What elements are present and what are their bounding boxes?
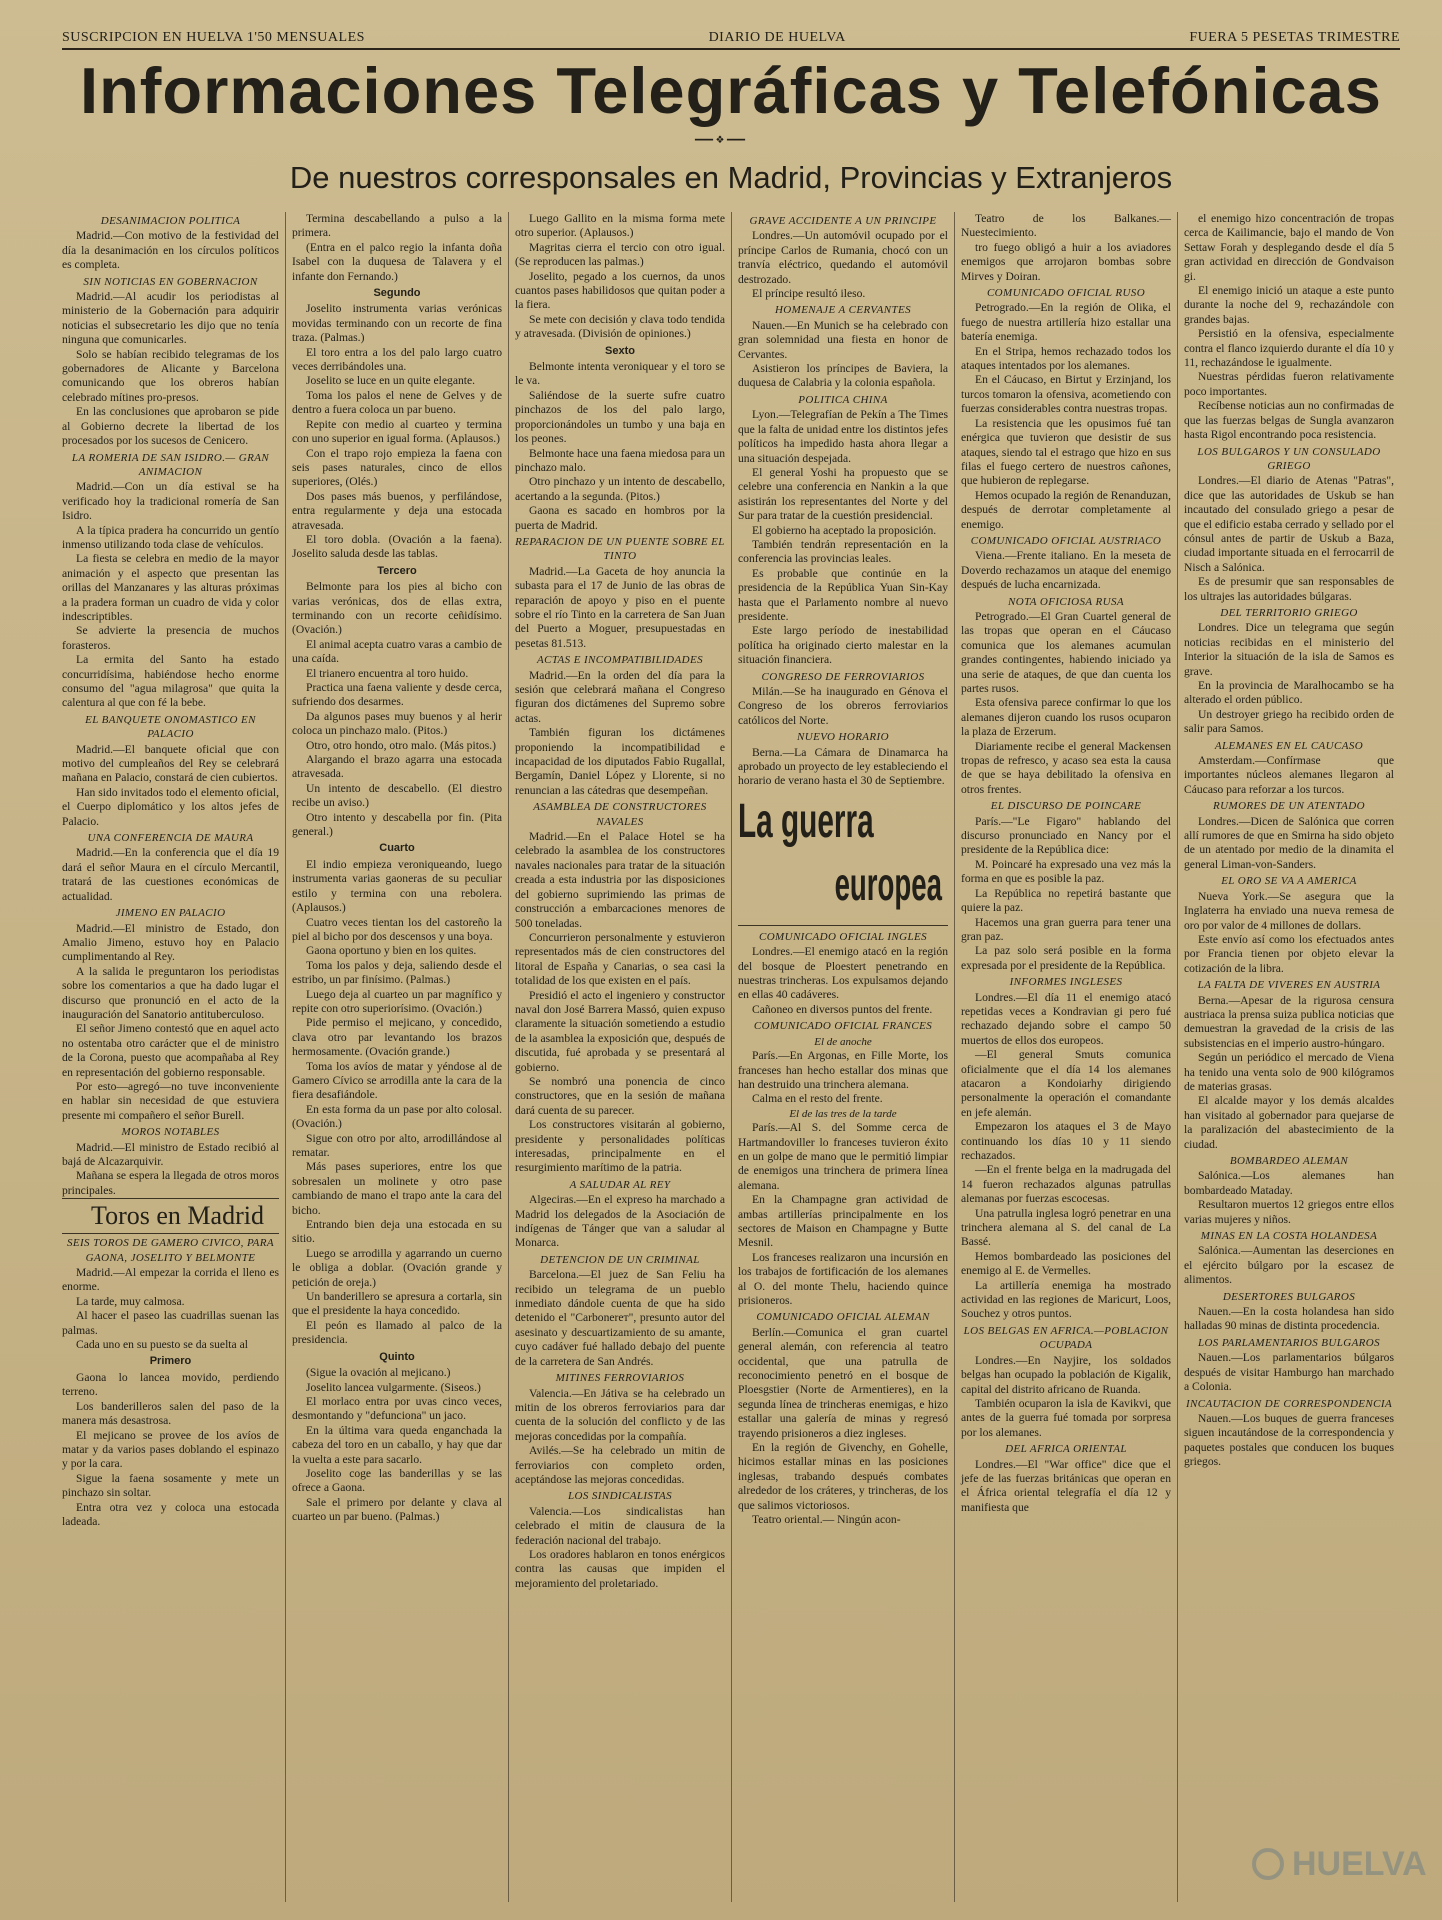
article-paragraph: Un banderillero se apresura a cortarla, sin que el presidente la haya concedido.: [292, 1290, 502, 1318]
article-paragraph: Luego Gallito en la misma forma mete otro superior. (Aplausos.): [515, 212, 725, 240]
article-paragraph: Joselito instrumenta varias verónicas movidas terminando con un recorte de fina traza. (Palmas.): [292, 302, 502, 345]
article-paragraph: Pide permiso el mejicano, y concedido, clava otro par levantando los brazos hermosamente. (Ovación grande.): [292, 1016, 502, 1059]
article-paragraph: Hemos bombardeado las posiciones del enemigo al E. de Vermelles.: [961, 1249, 1171, 1278]
article-paragraph: Luego se arrodilla y agarrando un cuerno le obliga a doblar. (Ovación grande y petición de oreja.): [292, 1246, 502, 1289]
article-paragraph: Londres.—El diario de Atenas "Patras", dice que las autoridades de Uskub se han incautado del consulado griego a pesar de que el edificio estaba cerrado y sellado por el cónsul antes de partir de Uskub a Baza, ciudad importante situada en el ferrocarril de Nisch a Salónica.: [1184, 474, 1394, 574]
article-paragraph: Cañoneo en diversos puntos del frente.: [752, 1002, 933, 1016]
article-paragraph: Belmonte para los pies al bicho con varias verónicas, dos de ellas extra, terminando con un recorte ceñidísimo. (Ovación.): [292, 580, 502, 637]
article-paragraph: Más pases superiores, entre los que sobresalen un molinete y otro pase cambiando de mano el trapo ante la cara del bicho.: [292, 1160, 502, 1217]
article-paragraph: El señor Jimeno contestó que en aquel acto no ostentaba otro carácter que el de ministro de la Corona, puesto que acompañaba al Rey en representación del gobierno responsable.: [62, 1022, 279, 1079]
article-paragraph: Da algunos pases muy buenos y al herir coloca un pinchazo malo. (Pitos.): [292, 709, 502, 738]
article-paragraph: Avilés.—Se ha celebrado un mitin de ferroviarios con completo orden, aceptándose las mejoras concedidas.: [515, 1444, 725, 1486]
article-paragraph: Presidió el acto el ingeniero y constructor naval don José Barrera Massó, quien expuso claramente la situación sometiendo a estudio de la asamblea la exposición que, después de discutida, fué aprobada y se presentará al gobierno.: [515, 988, 725, 1074]
article-paragraph: Un intento de descabello. (El diestro recibe un aviso.): [292, 781, 502, 810]
article-paragraph: Madrid.—Al empezar la corrida el lleno es enorme.: [62, 1266, 279, 1294]
article-paragraph: La fiesta se celebra en medio de la mayor animación y el aspecto que presentan las orillas del Manzanares y las alturas próximas a la pradera forman un cuadro de vida y color indescriptibles.: [62, 552, 279, 623]
article-paragraph: Asistieron los príncipes de Baviera, la duquesa de Calabria y la colonia española.: [738, 362, 948, 390]
article-paragraph: Londres.—Dicen de Salónica que corren allí rumores de que en Smirna ha sido objeto de un atentado por medio de la dinamita el general Liman-von-Sanders.: [1184, 814, 1394, 871]
article-paragraph: Madrid.—En el Palace Hotel se ha celebrado la asamblea de los constructores navales nacionales para tratar de la situación creada a esta industria por las disposiciones del gobierno suprimiendo las primas de construcción a embarcaciones menores de 500 toneladas.: [515, 830, 725, 930]
article-paragraph: En el Cáucaso, en Birtut y Erzinjand, los turcos tomaron la ofensiva, acometiendo con fuerzas considerables contra nuestras tropas.: [961, 373, 1171, 416]
article-paragraph: En la región de Givenchy, en Gohelle, hicimos estallar minas en las posiciones inglesas, trabando después combates alrededor de los cráteres, y trincheras, de los que salimos victoriosos.: [738, 1441, 948, 1512]
article-headline: DEL AFRICA ORIENTAL: [1005, 1443, 1127, 1456]
article-paragraph: El morlaco entra por uvas cinco veces, desmontando y "defunciona" un jaco.: [292, 1394, 502, 1423]
article-paragraph: Madrid.—La Gaceta de hoy anuncia la subasta para el 17 de Junio de las obras de reparación de apoyo y piso en el puente sobre el río Tinto en la carretera de San Juan del Puerto a Moguer, presupuestadas en pesetas 81.513.: [515, 564, 725, 650]
article-paragraph: Esta ofensiva parece confirmar lo que los alemanes dijeron cuando los rusos ocuparon la plaza de Erzerum.: [961, 696, 1171, 739]
article-paragraph: A la salida le preguntaron los periodistas sobre los comentarios a que ha dado lugar el discurso que pronunció en el acto de la inauguración del Sanatorio antituberculoso.: [62, 964, 279, 1021]
article-paragraph: Nuestras pérdidas fueron relativamente poco importantes.: [1184, 370, 1394, 398]
article-paragraph: Dos pases más buenos, y perfilándose, entra regularmente y deja una estocada atravesada.: [292, 489, 502, 532]
article-paragraph: tro fuego obligó a huir a los aviadores enemigos que arrojaron bombas sobre Mirves y Doiran.: [961, 240, 1171, 283]
article-headline: COMUNICADO OFICIAL INGLES: [758, 930, 928, 943]
top-rule: [62, 48, 1400, 50]
article-paragraph: Joselito, pegado a los cuernos, da unos cuantos pases habilidosos que quitan poder a la fiera.: [515, 269, 725, 312]
article-paragraph: Otro intento y descabella por fin. (Pita general.): [292, 810, 502, 839]
article-paragraph: La resistencia que les opusimos fué tan enérgica que tuvieron que desistir de sus ataques, siendo tal el estrago que hizo en sus filas el fuego certero de nuestros cañones, que hubieron de replegarse.: [961, 416, 1171, 488]
article-paragraph: Otro, otro hondo, otro malo. (Más pitos.): [306, 738, 496, 752]
article-headline: SIN NOTICIAS EN GOBERNACION: [83, 275, 258, 288]
article-headline: A SALUDAR AL REY: [569, 1178, 671, 1191]
article-paragraph: Belmonte intenta veroniquear y el toro se le va.: [515, 360, 725, 388]
article-paragraph: El alcalde mayor y los demás alcaldes han visitado al gobernador para quejarse de la paralización del abastecimiento de la ciudad.: [1184, 1094, 1394, 1151]
article-paragraph: La ermita del Santo ha estado concurridísima, habiéndose hecho enorme consumo del "agua milagrosa" que quita la calentura al que con fé la bebe.: [62, 653, 279, 710]
article-paragraph: El mejicano se provee de los avíos de matar y da varios pases doblando el espinazo y por la cara.: [62, 1428, 279, 1471]
article-headline: POLITICA CHINA: [798, 393, 888, 406]
article-paragraph: Milán.—Se ha inaugurado en Génova el Congreso de los obreros ferroviarios católicos del Norte.: [738, 685, 948, 727]
article-paragraph: Joselito coge las banderillas y se las ofrece a Gaona.: [292, 1466, 502, 1495]
section-subheading: Segundo: [373, 287, 421, 300]
ornament-divider: ━━━ ❖ ━━━: [694, 135, 746, 146]
article-paragraph: Teatro oriental.— Ningún acon-: [752, 1513, 901, 1527]
article-paragraph: Joselito se luce en un quite elegante.: [306, 374, 476, 388]
article-headline: HOMENAJE A CERVANTES: [774, 304, 912, 317]
article-headline: MOROS NOTABLES: [121, 1126, 220, 1139]
article-paragraph: Luego deja al cuarteo un par magnífico y repite con otro superiorísimo. (Ovación.): [292, 987, 502, 1015]
article-paragraph: En la Champagne gran actividad de ambas artillerías principalmente en los sectores de Maison en Champagne y Butte Mesnil.: [738, 1193, 948, 1250]
article-paragraph: En el Stripa, hemos rechazado todos los ataques intentados por los alemanes.: [961, 344, 1171, 373]
article-paragraph: Se nombró una ponencia de cinco constructores, que en la sesión de mañana dará cuenta de su parecer.: [515, 1074, 725, 1117]
article-paragraph: El enemigo inició un ataque a este punto durante la noche del 9, rechazándole con grandes bajas.: [1184, 284, 1394, 326]
section-subheading: Primero: [149, 1355, 192, 1368]
article-paragraph: Petrogrado.—El Gran Cuartel general de las tropas que operan en el Cáucaso comunica que los alemanes acumulan grandes contingentes, habiendo iniciado ya una serie de ataques, de que dan cuenta los partes rusos.: [961, 609, 1171, 695]
article-paragraph: Londres.—El enemigo atacó en la región del bosque de Ploestert penetrando en nuestras trincheras. Los expulsamos dejando en ellas 40 cadáveres.: [738, 945, 948, 1002]
subscription-outside: FUERA 5 PESETAS TRIMESTRE: [1189, 30, 1400, 45]
section-subheading: Tercero: [377, 564, 417, 577]
article-paragraph: París.—Al S. del Somme cerca de Hartmandoviller lo franceses tuvieron éxito en un golpe de mano que le permitió limpiar de enemigos una trinchera de primera línea alemana.: [738, 1121, 948, 1192]
war-banner-line-1: La guerra: [738, 794, 874, 848]
column-2: [285, 212, 508, 1902]
article-paragraph: La República no repetirá bastante que quiere la paz.: [961, 886, 1171, 915]
article-paragraph: Madrid.—Con un día estival se ha verificado hoy la tradicional romería de San Isidro.: [62, 480, 279, 523]
article-paragraph: París.—En Argonas, en Fille Morte, los franceses han hecho estallar dos minas que han destruido una trinchera alemana.: [738, 1049, 948, 1091]
column-5: [954, 212, 1177, 1902]
article-paragraph: Con el trapo rojo empieza la faena con seis pases naturales, cinco de ellos superiores, (Olés.): [292, 446, 502, 489]
article-headline: JIMENO EN PALACIO: [115, 907, 226, 920]
article-paragraph: Los constructores visitarán al gobierno, presidente y personalidades políticas interesadas, principalmente en el resurgimiento marítimo de la patria.: [515, 1118, 725, 1175]
war-section-banner: [738, 795, 948, 926]
article-paragraph: Practica una faena valiente y desde cerca, sufriendo dos desarmes.: [292, 681, 502, 709]
article-paragraph: Repite con medio al cuarteo y termina con uno superior en igual forma. (Aplausos.): [292, 417, 502, 446]
article-paragraph: Berlín.—Comunica el gran cuartel general alemán, con referencia al teatro occidental, que una patrulla de reconocimiento penetró en el bosque de Ploesgstier (Norte de Armentieres), en la segunda línea de trincheras enemigas, e hizo estallar una galería de minas y regresó trayendo prisioneros a diez ingleses.: [738, 1325, 948, 1440]
article-paragraph: Solo se habían recibido telegramas de los gobernadores de Alicante y Barcelona comunicando que los obreros habían celebrado mítines pro-presos.: [62, 347, 279, 404]
article-headline: INCAUTACION DE CORRESPONDENCIA: [1185, 1397, 1393, 1410]
report-subheading: El de las tres de la tarde: [789, 1107, 897, 1120]
article-paragraph: Han sido invitados todo el elemento oficial, el Cuerpo diplomático y los altos jefes de Palacio.: [62, 785, 279, 828]
article-paragraph: Salónica.—Los alemanes han bombardeado Mataday.: [1184, 1169, 1394, 1197]
section-subheading: Cuarto: [379, 842, 415, 855]
article-paragraph: Lyon.—Telegrafían de Pekín a The Times que la falta de unidad entre los distintos jefes políticos ha impedido hasta ahora llegar a una situación despejada.: [738, 408, 948, 465]
article-headline: SEIS TOROS DE GAMERO CIVICO, PARA GAONA, JOSELITO Y BELMONTE: [66, 1237, 275, 1264]
article-headline: ACTAS E INCOMPATIBILIDADES: [536, 654, 704, 667]
article-paragraph: Se mete con decisión y clava todo tendida y atravesada. (División de opiniones.): [515, 312, 725, 341]
article-paragraph: La tarde, muy calmosa.: [76, 1294, 185, 1308]
article-paragraph: A la típica pradera ha concurrido un gentío inmenso utilizando toda clase de vehículos.: [62, 523, 279, 551]
article-headline: CONGRESO DE FERROVIARIOS: [761, 670, 925, 683]
article-headline: EL DISCURSO DE POINCARE: [990, 800, 1142, 813]
watermark-text: HUELVA: [1292, 1845, 1427, 1883]
article-paragraph: Diariamente recibe el general Mackensen tropas de refresco, y acaso sea esta la causa de que se haya debilitado la ofensiva en otros frentes.: [961, 739, 1171, 796]
article-paragraph: Una patrulla inglesa logró penetrar en una trinchera alemana al S. del canal de La Bassé.: [961, 1206, 1171, 1249]
article-headline: EL BANQUETE ONOMASTICO EN PALACIO: [85, 713, 256, 741]
article-paragraph: Salónica.—Aumentan las deserciones en el ejército búlgaro por la escasez de alimentos.: [1184, 1244, 1394, 1287]
article-paragraph: El gobierno ha aceptado la proposición.: [752, 523, 937, 537]
article-headline: INFORMES INGLESES: [1009, 976, 1123, 989]
article-headline: UNA CONFERENCIA DE MAURA: [87, 832, 254, 845]
watermark-logo-icon: [1252, 1848, 1284, 1880]
article-paragraph: Amsterdam.—Confírmase que importantes núcleos alemanes llegaron al Cáucaso para reforzar a los turcos.: [1184, 754, 1394, 796]
article-paragraph: La paz solo será posible en la forma expresada por el presidente de la República.: [961, 944, 1171, 972]
article-paragraph: Madrid.—En la conferencia que el día 19 dará el señor Maura en el círculo Mercantil, tratará de las cuestiones económicas de actualidad.: [62, 846, 279, 903]
article-paragraph: Berna.—La Cámara de Dinamarca ha aprobado un proyecto de ley estableciendo el horario de verano hasta el 30 de Septiembre.: [738, 745, 948, 788]
article-paragraph: Gaona oportuno y bien en los quites.: [306, 944, 477, 958]
article-paragraph: También figuran los dictámenes proponiendo la incompatibilidad e incapacidad de los diputados Fabio Rugallal, Bergamín, Daniel López y Llorente, si no renuncian a las cátedras que desempeñan.: [515, 726, 725, 797]
article-headline: REPARACION DE UN PUENTE SOBRE EL TINTO: [515, 535, 725, 563]
column-3: [508, 212, 731, 1902]
article-paragraph: Petrogrado.—En la región de Olika, el fuego de nuestra artillería hizo estallar una batería enemiga.: [961, 301, 1171, 344]
page-subtitle: De nuestros corresponsales en Madrid, Provincias y Extranjeros: [289, 160, 1173, 195]
article-headline: LA ROMERIA DE SAN ISIDRO.— GRAN ANIMACION: [71, 451, 270, 478]
article-paragraph: Es de presumir que san responsables de los ultrajes las autoridades búlgaras.: [1184, 575, 1394, 603]
article-headline: LOS BULGAROS Y UN CONSULADO GRIEGO: [1197, 445, 1381, 472]
article-paragraph: Entra otra vez y coloca una estocada ladeada.: [62, 1500, 279, 1528]
article-paragraph: Madrid.—El ministro de Estado, don Amalio Jimeno, estuvo hoy en Palacio cumplimentando al Rey.: [62, 921, 279, 964]
article-paragraph: Este largo período de inestabilidad política ha originado cierto malestar en la situación financiera.: [738, 624, 948, 667]
column-6: [1177, 212, 1400, 1902]
column-4: [731, 212, 954, 1902]
article-paragraph: Nauen.—En Munich se ha celebrado con gran solemnidad una fiesta en honor de Cervantes.: [738, 318, 948, 361]
article-paragraph: Termina descabellando a pulso a la primera.: [292, 212, 502, 240]
article-paragraph: Resultaron muertos 12 griegos entre ellos varias mujeres y niños.: [1184, 1198, 1394, 1226]
article-headline: DEL TERRITORIO GRIEGO: [1220, 606, 1358, 619]
article-paragraph: —El general Smuts comunica oficialmente que el día 14 los alemanes atacaron a Kondoiarhy dirigiendo personalmente la operación el comandante en jefe alemán.: [961, 1048, 1171, 1119]
article-paragraph: Joselito lancea vulgarmente. (Siseos.): [306, 1380, 481, 1394]
article-headline: RUMORES DE UN ATENTADO: [1213, 800, 1365, 813]
article-paragraph: También tendrán representación en la conferencia las provincias leales.: [738, 537, 948, 566]
section-title: Toros en Madrid: [62, 1198, 279, 1234]
article-headline: NOTA OFICIOSA RUSA: [1008, 595, 1124, 608]
article-paragraph: Concurrieron personalmente y estuvieron representados más de cien constructores del litoral de España y Canarias, o sea casi la totalidad de los que existen en el país.: [515, 930, 725, 988]
article-headline: COMUNICADO OFICIAL AUSTRIACO: [970, 534, 1162, 547]
article-paragraph: Los banderilleros salen del paso de la manera más desastrosa.: [62, 1399, 279, 1428]
article-paragraph: Hemos ocupado la región de Renanduzan, después de derrotar completamente al enemigo.: [961, 488, 1171, 531]
article-paragraph: Londres. Dice un telegrama que según noticias recibidas en el ministerio del Interior la situación de la isla de Samos es grave.: [1184, 621, 1394, 678]
article-paragraph: Berna.—Apesar de la rigurosa censura austriaca la prensa suiza publica noticias que demuestran la gravedad de la crisis de las subsistencias en el imperio austro-húngaro.: [1184, 993, 1394, 1050]
article-paragraph: Los franceses realizaron una incursión en los trabajos de fortificación de los alemanes al O. del monte Thelu, haciendo quince prisioneros.: [738, 1250, 948, 1307]
article-paragraph: Sigue la faena sosamente y mete un pinchazo sin soltar.: [62, 1471, 279, 1500]
column-1: [62, 212, 285, 1902]
article-paragraph: Este envío así como los efectuados antes por Francia tienen por objeto elevar la cotización de la libra.: [1184, 932, 1394, 975]
article-paragraph: Madrid.—El banquete oficial que con motivo del cumpleaños del Rey se celebrará mañana en Palacio, constará de cien cubiertos.: [62, 742, 279, 785]
article-paragraph: (Sigue la ovación al mejicano.): [306, 1366, 451, 1380]
article-paragraph: Mañana se espera la llegada de otros moros principales.: [62, 1169, 279, 1197]
article-paragraph: el enemigo hizo concentración de tropas cerca de Kailimancie, bajo el mando de Von Settaw Forah y desplegando desde el día 5 gran actividad en dirección de Gondvaison gi.: [1184, 212, 1394, 283]
article-paragraph: Otro pinchazo y un intento de descabello, acertando a la segunda. (Pitos.): [515, 475, 725, 503]
article-headline: DETENCION DE UN CRIMINAL: [540, 1253, 700, 1266]
article-paragraph: Por esto—agregó—no tuve inconveniente en hablar sin necesidad de que estuviera presente mi compañero el señor Burell.: [62, 1079, 279, 1122]
article-paragraph: Persistió en la ofensiva, especialmente contra el flanco izquierdo durante el día 10 y 11, rechazándose le igualmente.: [1184, 327, 1394, 370]
article-paragraph: El trianero encuentra al toro huido.: [306, 666, 469, 680]
article-headline: DESERTORES BULGAROS: [1222, 1290, 1356, 1303]
archive-watermark: [1252, 1844, 1427, 1884]
article-headline: EL ORO SE VA A AMERICA: [1221, 875, 1357, 888]
article-paragraph: Nauen.—Los buques de guerra franceses siguen incautándose de la correspondencia y paquetes postales que conducen los buques griegos.: [1184, 1411, 1394, 1469]
article-paragraph: Madrid.—En la orden del día para la sesión que celebrará mañana el Congreso figuran dos dictámenes del Supremo sobre actas.: [515, 668, 725, 725]
article-headline: GRAVE ACCIDENTE A UN PRINCIPE: [749, 215, 937, 227]
article-paragraph: Londres.—Un automóvil ocupado por el príncipe Carlos de Rumania, chocó con un tranvía eléctrico, quedando el automóvil destrozado.: [738, 229, 948, 286]
article-paragraph: Recíbense noticias aun no confirmadas de que las fuerzas belgas de Sungla avanzaron hasta Rigol encontrando poca resistencia.: [1184, 399, 1394, 442]
article-paragraph: Es probable que continúe en la presidencia de la República Yuan Sin-Kay hasta que el Parlamento nombre al nuevo presidente.: [738, 566, 948, 623]
article-paragraph: Sale el primero por delante y clava al cuarteo un par bueno. (Palmas.): [292, 1495, 502, 1524]
article-paragraph: Londres.—El día 11 el enemigo atacó repetidas veces a Kondravian gi pero fué rechazado dejando sobre el campo 50 muertos de ellos dos europeos.: [961, 990, 1171, 1047]
war-banner-line-2: europea: [834, 857, 942, 910]
article-headline: NUEVO HORARIO: [797, 731, 889, 744]
article-paragraph: Nueva York.—Se asegura que la Inglaterra ha enviado una nueva remesa de oro por valor de 4 millones de dollars.: [1184, 889, 1394, 932]
article-paragraph: París.—"Le Figaro" hablando del discurso pronunciado en Nancy por el presidente de la República dice:: [961, 814, 1171, 857]
article-paragraph: Saliéndose de la suerte sufre cuatro pinchazos de los del palo largo, proporcionándoles un tumbo y una baja en los peones.: [515, 388, 725, 446]
article-paragraph: Valencia.—En Játiva se ha celebrado un mitin de los obreros ferroviarios para dar cuenta de la solución del conflicto y de las mejoras concedidas por la compañía.: [515, 1386, 725, 1443]
article-paragraph: Al hacer el paseo las cuadrillas suenan las palmas.: [62, 1309, 279, 1337]
article-paragraph: En las conclusiones que aprobaron se pide al Gobierno decrete la libertad de los procesados por los sucesos de Cenicero.: [62, 405, 279, 448]
article-headline: DESANIMACION POLITICA: [100, 215, 241, 227]
article-paragraph: Barcelona.—El juez de San Feliu ha recibido un telegrama de un pueblo inmediato dándole cuenta de que ha sido detenido el "Carbonerет", presunto autor del asesinato y descuartizamiento de su amante, cuyo cadáver fué hallado debajo del puente de la carretera de San Andrés.: [515, 1268, 725, 1368]
article-headline: ALEMANES EN EL CAUCASO: [1214, 739, 1364, 752]
article-paragraph: Se advierte la presencia de muchos forasteros.: [62, 624, 279, 652]
article-paragraph: Hacemos una gran guerra para tener una gran paz.: [961, 915, 1171, 943]
article-paragraph: También ocuparon la isla de Kavikvi, que antes de la guerra fué tomada por sorpresa por los alemanes.: [961, 1396, 1171, 1439]
article-paragraph: Madrid.—Al acudir los periodistas al ministerio de la Gobernación para adquirir noticias el subsecretario les dijo que no tenía ninguna que comunicarles.: [62, 290, 279, 347]
article-paragraph: Empezaron los ataques el 3 de Mayo continuando los días 10 y 11 siendo rechazados.: [961, 1120, 1171, 1162]
article-paragraph: Madrid.—Con motivo de la festividad del día la desanimación en los círculos políticos es completa.: [62, 229, 279, 272]
article-paragraph: Magritas cierra el tercio con otro igual. (Se reproducen las palmas.): [515, 240, 725, 269]
article-paragraph: Toma los palos y deja, saliendo desde el estribo, un par finísimo. (Palmas.): [292, 958, 502, 987]
article-paragraph: El animal acepta cuatro varas a cambio de una caída.: [292, 637, 502, 666]
masthead-strip: [62, 20, 1400, 46]
article-paragraph: Gaona lo lancea movido, perdiendo terreno.: [62, 1370, 279, 1399]
article-headline: ASAMBLEA DE CONSTRUCTORES NAVALES: [533, 801, 707, 828]
article-headline: LA FALTA DE VIVERES EN AUSTRIA: [1197, 979, 1381, 992]
article-paragraph: Nauen.—En la costa holandesa han sido halladas 90 minas de distinta procedencia.: [1184, 1305, 1394, 1333]
article-headline: MINAS EN LA COSTA HOLANDESA: [1200, 1230, 1378, 1243]
article-paragraph: Belmonte hace una faena miedosa para un pinchazo malo.: [515, 446, 725, 474]
article-paragraph: Nauen.—Los parlamentarios búlgaros después de visitar Hamburgo han marchado a Colonia.: [1184, 1351, 1394, 1394]
article-paragraph: Valencia.—Los sindicalistas han celebrado el mitin de clausura de la federación nacional del trabajo.: [515, 1504, 725, 1547]
article-columns: [62, 212, 1400, 1902]
article-paragraph: El príncipe resultó ileso.: [752, 287, 866, 301]
article-paragraph: Según un periódico el mercado de Viena ha tenido una venta solo de 900 kilógramos de materias grasas.: [1184, 1051, 1394, 1093]
article-paragraph: Cada uno en su puesto se da suelta al: [76, 1338, 248, 1352]
article-paragraph: Calma en el resto del frente.: [752, 1092, 883, 1106]
article-headline: COMUNICADO OFICIAL FRANCES: [753, 1020, 933, 1033]
article-paragraph: Toma los palos el nene de Gelves y de dentro a fuera coloca un par bueno.: [292, 388, 502, 417]
article-paragraph: Madrid.—El ministro de Estado recibió al bajá de Alcazarquivir.: [62, 1140, 279, 1168]
section-subheading: Quinto: [379, 1350, 415, 1363]
article-paragraph: Londres.—En Nayjire, los soldados belgas han ocupado la población de Kigalik, capital del distrito africano de Ruanda.: [961, 1353, 1171, 1396]
article-paragraph: En esta forma da un pase por alto colosal. (Ovación.): [292, 1102, 502, 1131]
article-paragraph: El indio empieza veroniqueando, luego instrumenta varias gaoneras de su peculiar estilo y termina con una rebolera. (Aplausos.): [292, 857, 502, 915]
article-headline: COMUNICADO OFICIAL ALEMAN: [756, 1311, 930, 1324]
article-paragraph: La artillería enemiga ha mostrado actividad en las regiones de Maricurt, Loos, Souchez y otros puntos.: [961, 1278, 1171, 1321]
article-paragraph: Sigue con otro por alto, arrodillándose al rematar.: [292, 1131, 502, 1159]
article-headline: LOS SINDICALISTAS: [567, 1490, 673, 1503]
section-subheading: Sexto: [605, 344, 635, 357]
report-subheading: El de anoche: [814, 1035, 872, 1048]
article-paragraph: Cuatro veces tientan los del castoreño la piel al bicho por dos descensos y una boya.: [292, 915, 502, 943]
article-headline: COMUNICADO OFICIAL RUSO: [986, 287, 1146, 300]
article-paragraph: El general Yoshi ha propuesto que se celebre una conferencia en Nankin a la que asistirán los representantes del Norte y del Sur para tratar de la cuestión presidencial.: [738, 465, 948, 523]
article-paragraph: En la última vara queda enganchada la cabeza del toro en un caballo, y hay que dar la vuelta a este para sacarlo.: [292, 1423, 502, 1466]
article-paragraph: Entrando bien deja una estocada en su sitio.: [292, 1218, 502, 1246]
article-headline: MITINES FERROVIARIOS: [555, 1372, 685, 1385]
article-paragraph: Londres.—El "War office" dice que el jefe de las fuerzas británicas que operan en el África oriental telegrafía el día 12 y manifiesta que: [961, 1457, 1171, 1514]
article-paragraph: Algeciras.—En el expreso ha marchado a Madrid los delegados de la Asociación de indígenas de Tánger que van a saludar al Monarca.: [515, 1193, 725, 1250]
article-paragraph: Gaona es sacado en hombros por la puerta de Madrid.: [515, 504, 725, 532]
article-paragraph: —En el frente belga en la madrugada del 14 fueron rechazados algunas patrullas alemanas por fuerzas escocesas.: [961, 1163, 1171, 1206]
article-paragraph: Un destroyer griego ha recibido orden de salir para Samos.: [1184, 707, 1394, 736]
article-headline: LOS PARLAMENTARIOS BULGAROS: [1197, 1336, 1381, 1349]
article-paragraph: El toro entra a los del palo largo cuatro veces derribándoles una.: [292, 345, 502, 374]
article-paragraph: Viena.—Frente italiano. En la meseta de Doverdo rechazamos un ataque del enemigo después de lucha encarnizada.: [961, 549, 1171, 592]
article-paragraph: Teatro de los Balkanes.— Nuestecimiento.: [961, 212, 1171, 240]
article-paragraph: M. Poincaré ha expresado una vez más la forma en que es posible la paz.: [961, 857, 1171, 886]
article-paragraph: En la provincia de Maralhocambo se ha alterado el orden público.: [1184, 679, 1394, 707]
subscription-local: SUSCRIPCION EN HUELVA 1'50 MENSUALES: [62, 30, 365, 45]
page-title: Informaciones Telegráficas y Telefónicas: [80, 54, 1382, 127]
article-headline: BOMBARDEO ALEMAN: [1229, 1155, 1349, 1167]
article-paragraph: Los oradores hablaron en tonos enérgicos contra las causas que impiden el mejoramiento del proletariado.: [515, 1547, 725, 1590]
article-paragraph: El toro dobla. (Ovación a la faena). Joselito saluda desde las tablas.: [292, 532, 502, 561]
article-paragraph: Toma los avíos de matar y yéndose al de Gamero Cívico se arrodilla ante la cara de la fiera desafiándole.: [292, 1059, 502, 1102]
article-paragraph: Alargando el brazo agarra una estocada atravesada.: [292, 753, 502, 781]
newspaper-name: DIARIO DE HUELVA: [708, 30, 846, 45]
article-paragraph: (Entra en el palco regio la infanta doña Isabel con la duquesa de Talavera y el infante don Fernando.): [292, 240, 502, 283]
article-headline: LOS BELGAS EN AFRICA.—POBLACION OCUPADA: [963, 1324, 1169, 1352]
article-paragraph: El peón es llamado al palco de la presidencia.: [292, 1318, 502, 1347]
